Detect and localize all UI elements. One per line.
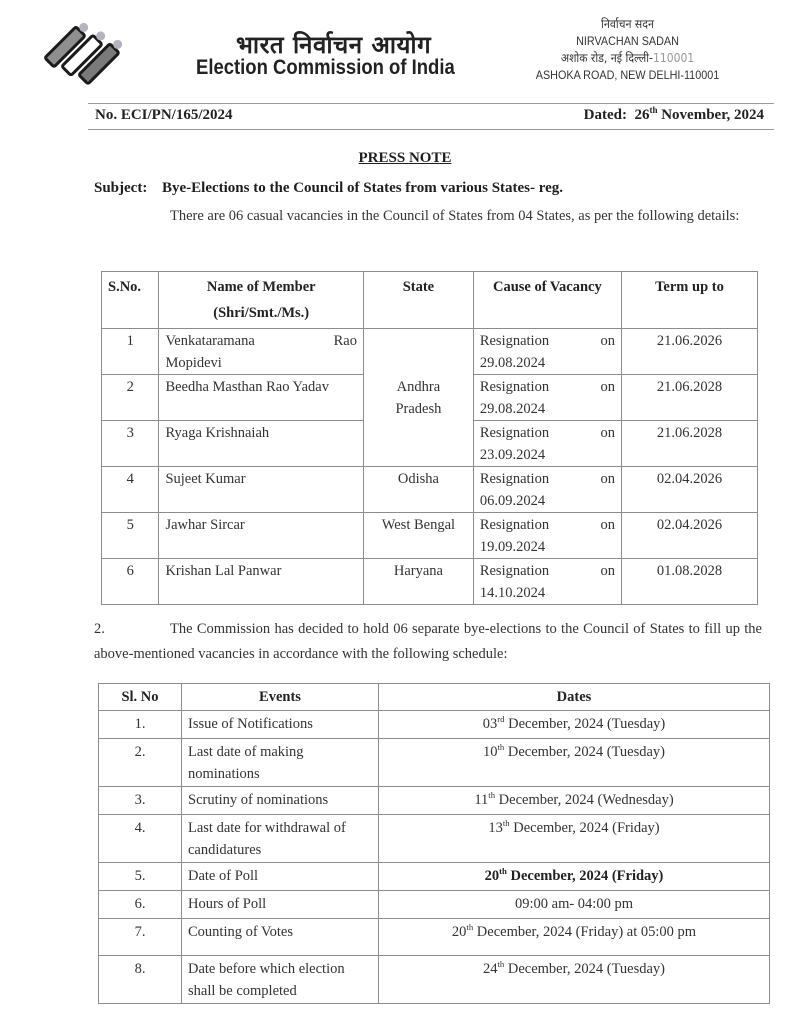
intro-paragraph: There are 06 casual vacancies in the Council of States from 04 States, as per the following details: [170, 208, 740, 224]
address-block [520, 16, 735, 84]
table-row: 3. Scrutiny of nominations 11th December, 2024 (Wednesday) [99, 787, 770, 815]
table-header-row: S.No. Name of Member (Shri/Smt./Ms.) State Cause of Vacancy Term up to [102, 272, 758, 329]
table-header-row: Sl. No Events Dates [99, 684, 770, 711]
paragraph-2: 2. The Commission has decided to hold 06 separate bye-elections to the Council of States to fill up the above-mentioned vacancies in accordance with the following schedule: [94, 621, 762, 662]
poll-date-highlight: 20th December, 2024 (Friday) [379, 863, 770, 891]
table-row: 3 Ryaga Krishnaiah Resignation on 23.09.2024 21.06.2028 [102, 421, 758, 467]
table-row: 2 Beedha Masthan Rao Yadav Resignation on 29.08.2024 21.06.2028 [102, 375, 758, 421]
table-row: 4 Sujeet Kumar Odisha Resignation on 06.09.2024 02.04.2026 [102, 467, 758, 513]
eci-logo-icon [40, 12, 126, 98]
table-row: 1. Issue of Notifications 03rd December, 2024 (Tuesday) [99, 711, 770, 739]
hindi-title: भारत निर्वाचन आयोग [236, 31, 432, 59]
table-row: 5 Jawhar Sircar West Bengal Resignation on 19.09.2024 02.04.2026 [102, 513, 758, 559]
address-line-4: ASHOKA ROAD, NEW DELHI-110001 [535, 68, 720, 82]
table-row: 1 Venkataramana Rao Mopidevi Andhra Pradesh Resignation on 29.08.2024 21.06.2026 [102, 329, 758, 375]
table-row: 4. Last date for withdrawal of candidatures 13th December, 2024 (Friday) [99, 815, 770, 863]
address-line-2: NIRVACHAN SADAN [576, 34, 679, 48]
subject-line [94, 180, 563, 197]
table-row: 5. Date of Poll 20th December, 2024 (Friday) [99, 863, 770, 891]
address-line-1: निर्वाचन सदन [601, 17, 654, 31]
table-row: 8. Date before which election shall be completed 24th December, 2024 (Tuesday) [99, 956, 770, 1004]
subject-label: Subject: [94, 180, 148, 196]
header-rule-top [88, 103, 774, 104]
table-row: 6. Hours of Poll 09:00 am- 04:00 pm [99, 891, 770, 919]
schedule-table [98, 683, 770, 1004]
table-row: 7. Counting of Votes 20th December, 2024 (Friday) at 05:00 pm [99, 919, 770, 956]
table-row: 2. Last date of making nominations 10th December, 2024 (Tuesday) [99, 739, 770, 787]
table-row: 6 Krishan Lal Panwar Haryana Resignation on 14.10.2024 01.08.2028 [102, 559, 758, 605]
merged-state-cell: Andhra Pradesh [363, 329, 473, 467]
english-title: Election Commission of India [196, 56, 455, 79]
subject-text: Bye-Elections to the Council of States from various States- reg. [162, 180, 564, 196]
address-line-3: अशोक रोड, नई दिल्ली-110001 [560, 51, 695, 65]
header-rule-bottom [88, 129, 774, 130]
reference-number: No. ECI/PN/165/2024 [95, 107, 233, 123]
dated: Dated: 26th November, 2024 [583, 105, 764, 123]
press-note-title: PRESS NOTE [358, 150, 452, 166]
vacancy-table [101, 271, 758, 605]
